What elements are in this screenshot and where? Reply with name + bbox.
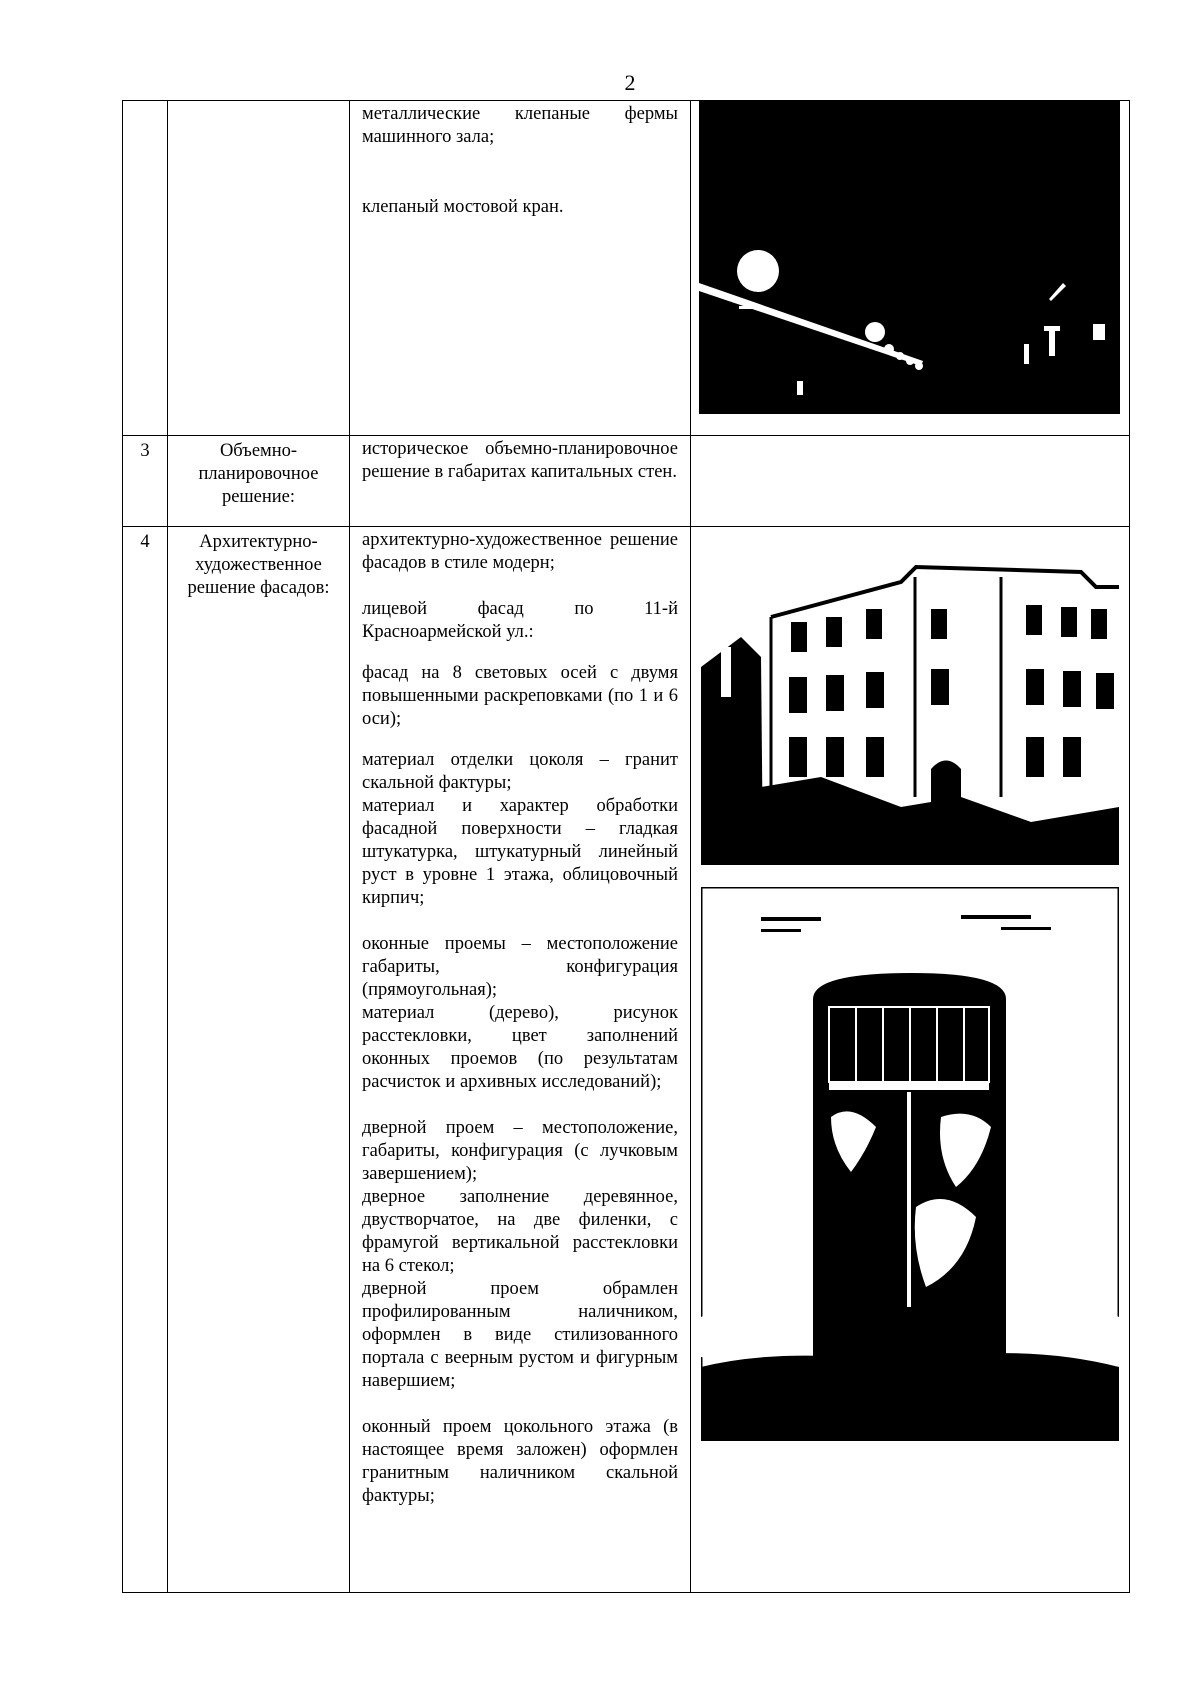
description-paragraph: материал (дерево), рисунок расстекловки, цвет заполнений оконных проемов (по результатам расчисток и архивных исследований); — [362, 1003, 678, 1092]
description-paragraph: оконные проемы – местоположение габариты, конфигурация (прямоугольная); — [362, 934, 678, 1000]
row-subject: Объемно-планировочное решение: — [168, 436, 350, 527]
description-paragraph: историческое объемно-планировочное решение в габаритах капитальных стен. — [362, 439, 678, 482]
description-paragraph: фасад на 8 световых осей с двумя повышенными раскреповками (по 1 и 6 оси); — [362, 663, 678, 729]
row-photos — [691, 436, 1130, 527]
row-description — [350, 436, 691, 527]
photo-door-portal — [701, 887, 1119, 1441]
row-photos — [691, 527, 1130, 1593]
description-paragraph: архитектурно-художественное решение фасадов в стиле модерн; — [362, 530, 678, 573]
description-paragraph: клепаный мостовой кран. — [362, 197, 564, 217]
object-description-table — [122, 100, 1130, 1593]
description-paragraph: дверное заполнение деревянное, двустворчатое, на две филенки, с фрамугой вертикальной расстекловки на 6 стекол; — [362, 1187, 678, 1276]
row-description — [350, 527, 691, 1593]
description-paragraph: оконный проем цокольного этажа (в настоящее время заложен) оформлен гранитным наличником скальной фактуры; — [362, 1417, 678, 1506]
description-paragraph: материал отделки цоколя – гранит скальной фактуры; — [362, 750, 678, 793]
table-row — [123, 436, 1130, 527]
row-number — [123, 101, 168, 436]
photo-facade — [701, 547, 1119, 865]
description-paragraph: металлические клепаные фермы машинного зала; — [362, 104, 678, 147]
table-row — [123, 527, 1130, 1593]
description-paragraph: дверной проем – местоположение, габариты, конфигурация (с лучковым завершением); — [362, 1118, 678, 1184]
description-paragraph: лицевой фасад по 11-й Красноармейской ул.: — [362, 599, 678, 642]
photo-machine-hall-crane — [699, 101, 1120, 414]
row-number: 3 — [123, 436, 168, 527]
row-description — [350, 101, 691, 436]
description-paragraph: материал и характер обработки фасадной поверхности – гладкая штукатурка, штукатурный линейный руст в уровне 1 этажа, облицовочный кирпич; — [362, 796, 678, 908]
table-row — [123, 101, 1130, 436]
row-number: 4 — [123, 527, 168, 1593]
page-number: 2 — [624, 70, 636, 95]
row-photos — [691, 101, 1130, 436]
description-paragraph: дверной проем обрамлен профилированным наличником, оформлен в виде стилизованного портала с веерным рустом и фигурным навершием; — [362, 1279, 678, 1391]
row-subject — [168, 101, 350, 436]
row-subject: Архитектурно-художественное решение фасадов: — [168, 527, 350, 1593]
